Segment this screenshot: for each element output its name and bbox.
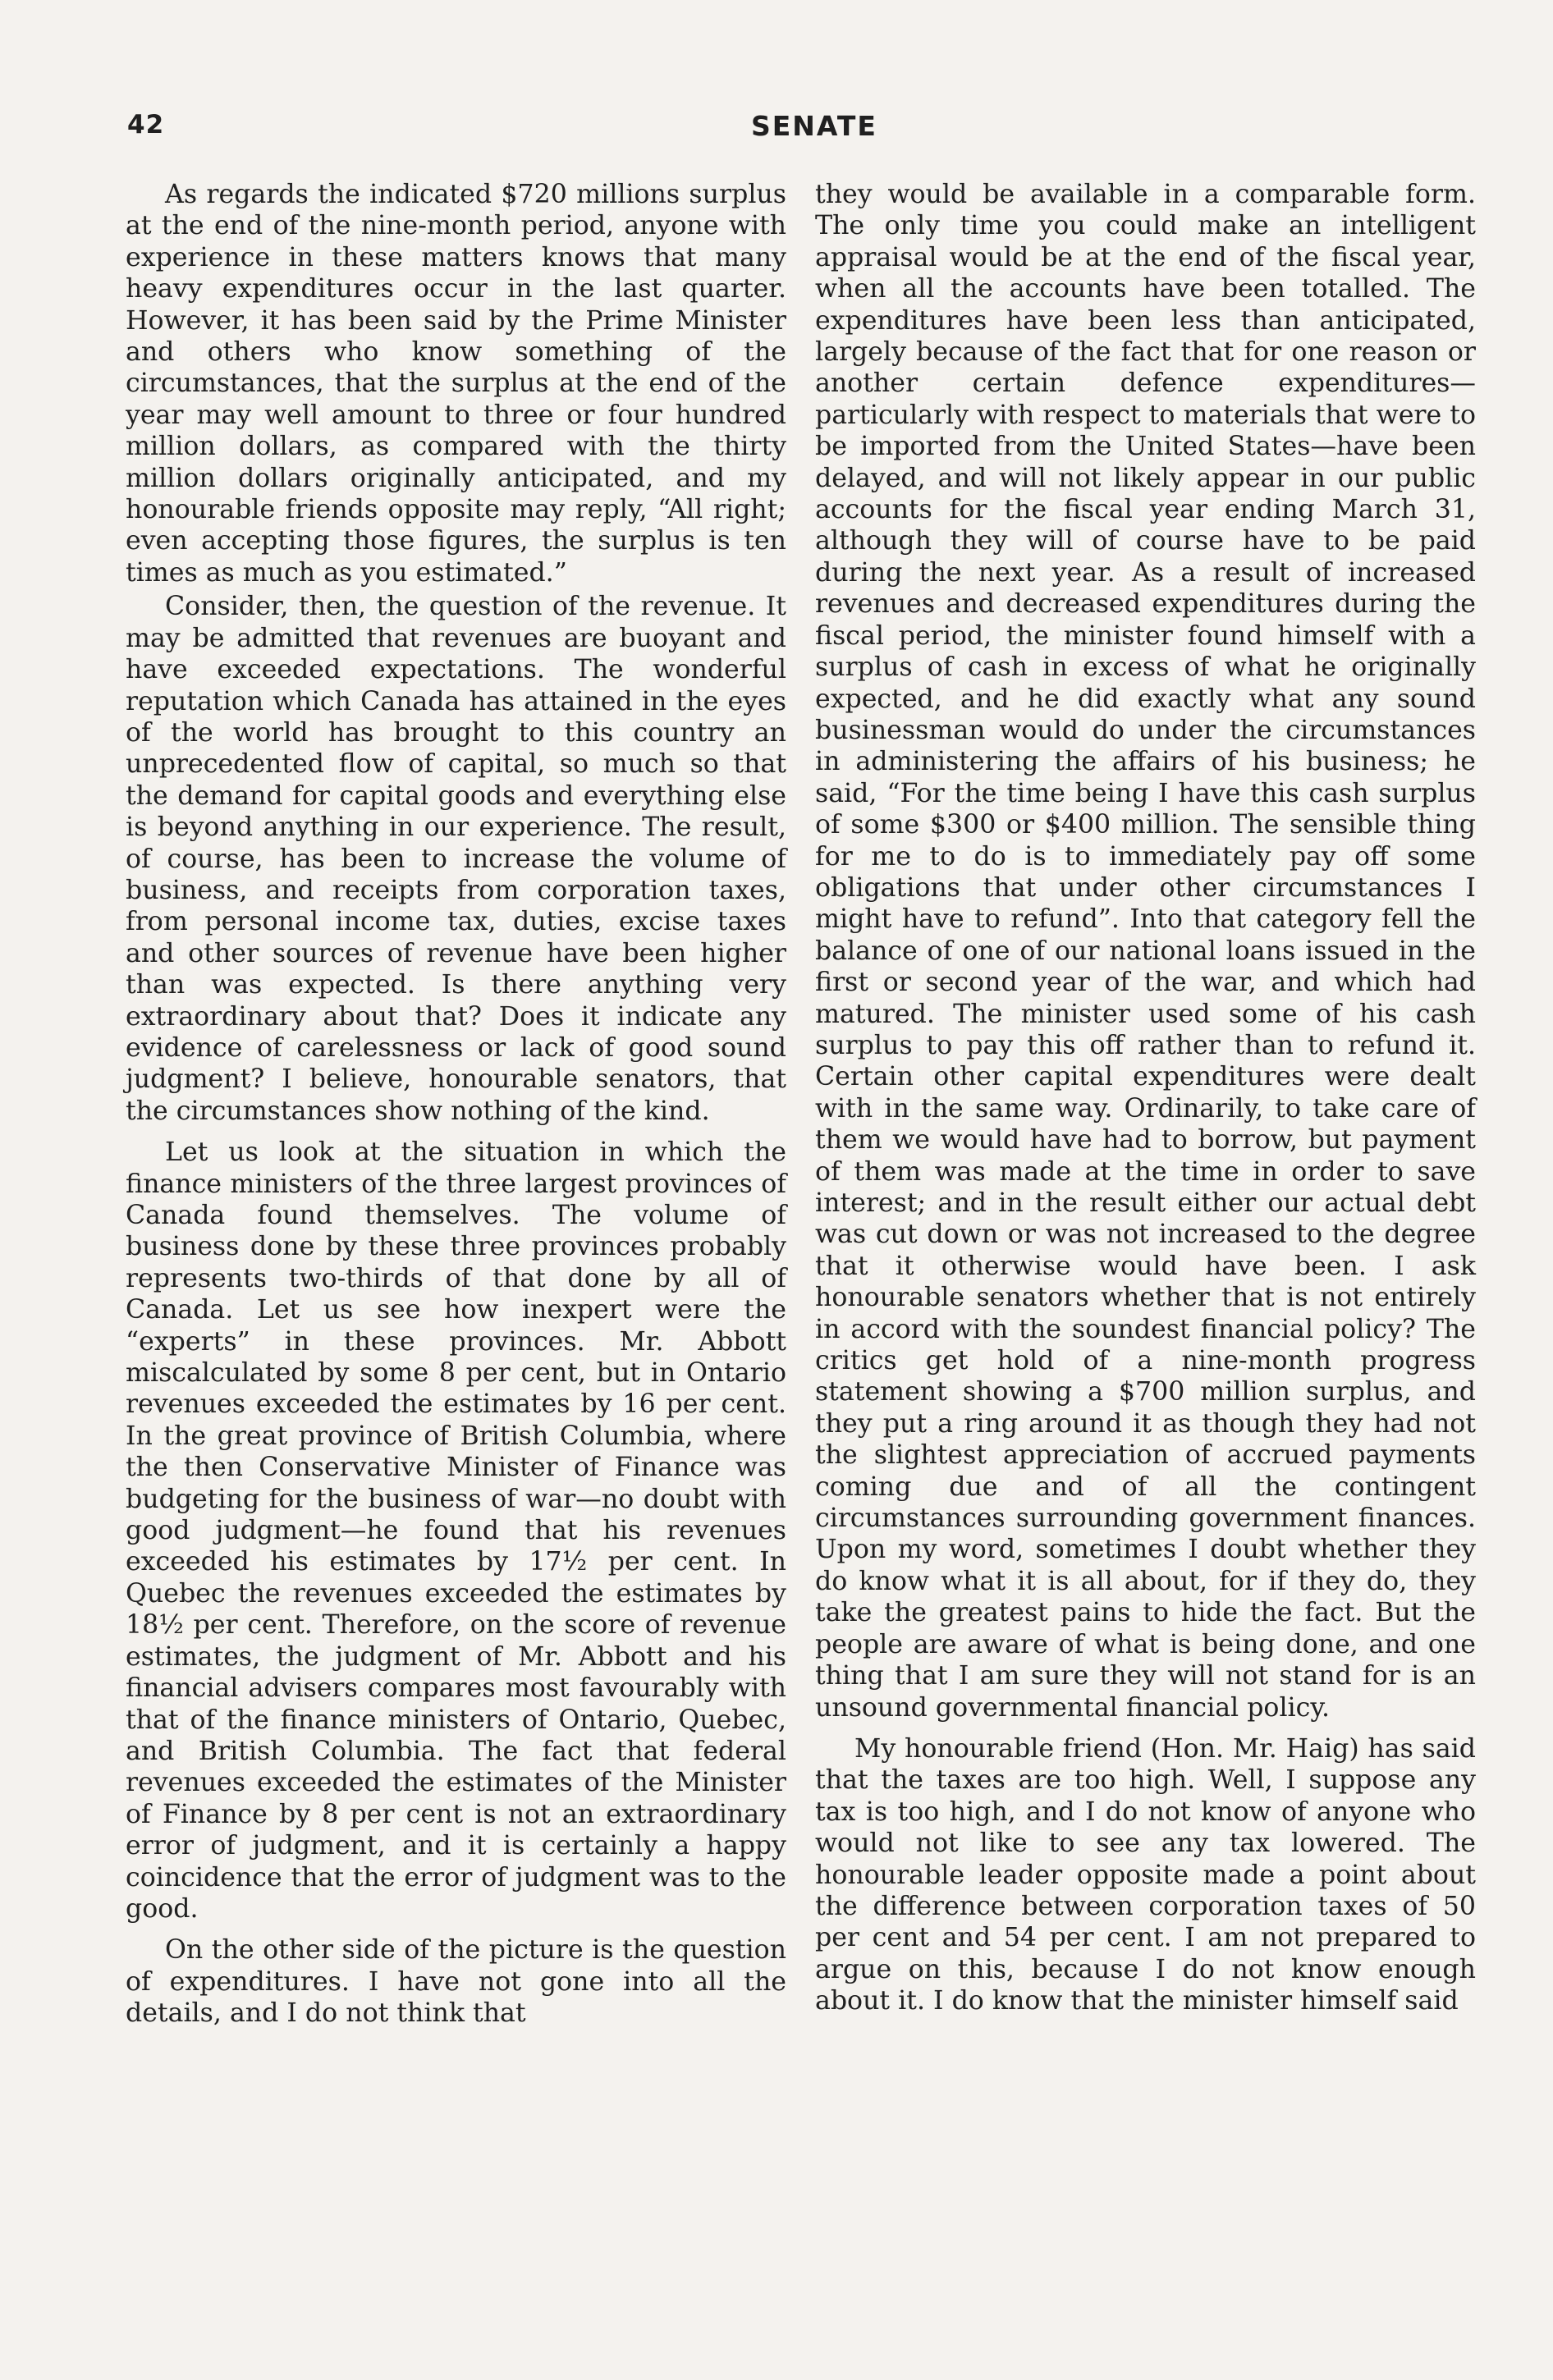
left-column xyxy=(126,179,786,2030)
page-number: 42 xyxy=(127,110,165,140)
paragraph: My honourable friend (Hon. Mr. Haig) has said that the taxes are too high. Well, I suppose any tax is too high, and I do not know of anyone who would not like to see any tax lowered. The honourable leader opposite made a point about the difference between corporation taxes of 50 per cent and 54 per cent. I am not prepared to argue on this, because I do not know enough about it. I do know that the minister himself said xyxy=(815,1733,1476,2016)
right-column xyxy=(815,179,1476,2017)
paragraph: Consider, then, the question of the revenue. It may be admitted that revenues are buoyant and have exceeded expectations. The wonderful reputation which Canada has attained in the eyes of the world has brought to this country an unprecedented flow of capital, so much so that the demand for capital goods and everything else is beyond anything in our experience. The result, of course, has been to increase the volume of business, and receipts from corporation taxes, from personal income tax, duties, excise taxes and other sources of revenue have been higher than was expected. Is there anything very extraordinary about that? Does it indicate any evidence of carelessness or lack of good sound judgment? I believe, honourable senators, that the circumstances show nothing of the kind. xyxy=(126,592,786,1126)
paragraph: On the other side of the picture is the question of expenditures. I have not gone into all the details, and I do not think that xyxy=(126,1935,786,2029)
page-header-title: SENATE xyxy=(751,110,877,142)
paragraph: As regards the indicated $720 millions surplus at the end of the nine-month period, anyone with experience in these matters knows that many heavy expenditures occur in the last quarter. However, it has been said by the Prime Minister and others who know something of the circumstances, that the surplus at the end of the year may well amount to three or four hundred million dollars, as compared with the thirty million dollars originally anticipated, and my honourable friends opposite may reply, “All right; even accepting those figures, the surplus is ten times as much as you estimated.” xyxy=(126,180,786,588)
running-head xyxy=(127,110,1473,151)
paragraph-continued: they would be available in a comparable form. The only time you could make an intelligent appraisal would be at the end of the fiscal year, when all the accounts have been totalled. The expenditures have been less than anticipated, largely because of the fact that for one reason or another certain defence expenditures—particularly with respect to materials that were to be imported from the United States—have been delayed, and will not likely appear in our public accounts for the fiscal year ending March 31, although they will of course have to be paid during the next year. As a result of increased revenues and decreased expenditures during the fiscal period, the minister found himself with a surplus of cash in excess of what he originally expected, and he did exactly what any sound businessman would do under the circumstances in administering the affairs of his business; he said, “For the time being I have this cash surplus of some $300 or $400 million. The sensible thing for me to do is to immediately pay off some obligations that under other circumstances I might have to refund”. Into that category fell the balance of one of our national loans issued in the first or second year of the war, and which had matured. The minister used some of his cash surplus to pay this off rather than to refund it. Certain other capital expenditures were dealt with in the same way. Ordinarily, to take care of them we would have had to borrow, but payment of them was made at the time in order to save interest; and in the result either our actual debt was cut down or was not increased to the degree that it otherwise would have been. I ask honourable senators whether that is not entirely in accord with the soundest financial policy? The critics get hold of a nine-month progress statement showing a $700 million surplus, and they put a ring around it as though they had not the slightest appreciation of accrued payments coming due and of all the contingent circumstances surrounding government finances. Upon my word, sometimes I doubt whether they do know what it is all about, for if they do, they take the greatest pains to hide the fact. But the people are aware of what is being done, and one thing that I am sure they will not stand for is an unsound governmental financial policy. xyxy=(815,180,1476,1723)
paragraph: Let us look at the situation in which the finance ministers of the three largest provinces of Canada found themselves. The volume of business done by these three provinces probably represents two-thirds of that done by all of Canada. Let us see how inexpert were the “experts” in these provinces. Mr. Abbott miscalculated by some 8 per cent, but in Ontario revenues exceeded the estimates by 16 per cent. In the great province of British Columbia, where the then Conservative Minister of Finance was budgeting for the business of war—no doubt with good judgment—he found that his revenues exceeded his estimates by 17½ per cent. In Quebec the revenues exceeded the estimates by 18½ per cent. Therefore, on the score of revenue estimates, the judgment of Mr. Abbott and his financial advisers compares most favourably with that of the finance ministers of Ontario, Quebec, and British Columbia. The fact that federal revenues exceeded the estimates of the Minister of Finance by 8 per cent is not an extraordinary error of judgment, and it is certainly a happy coincidence that the error of judgment was to the good. xyxy=(126,1137,786,1924)
